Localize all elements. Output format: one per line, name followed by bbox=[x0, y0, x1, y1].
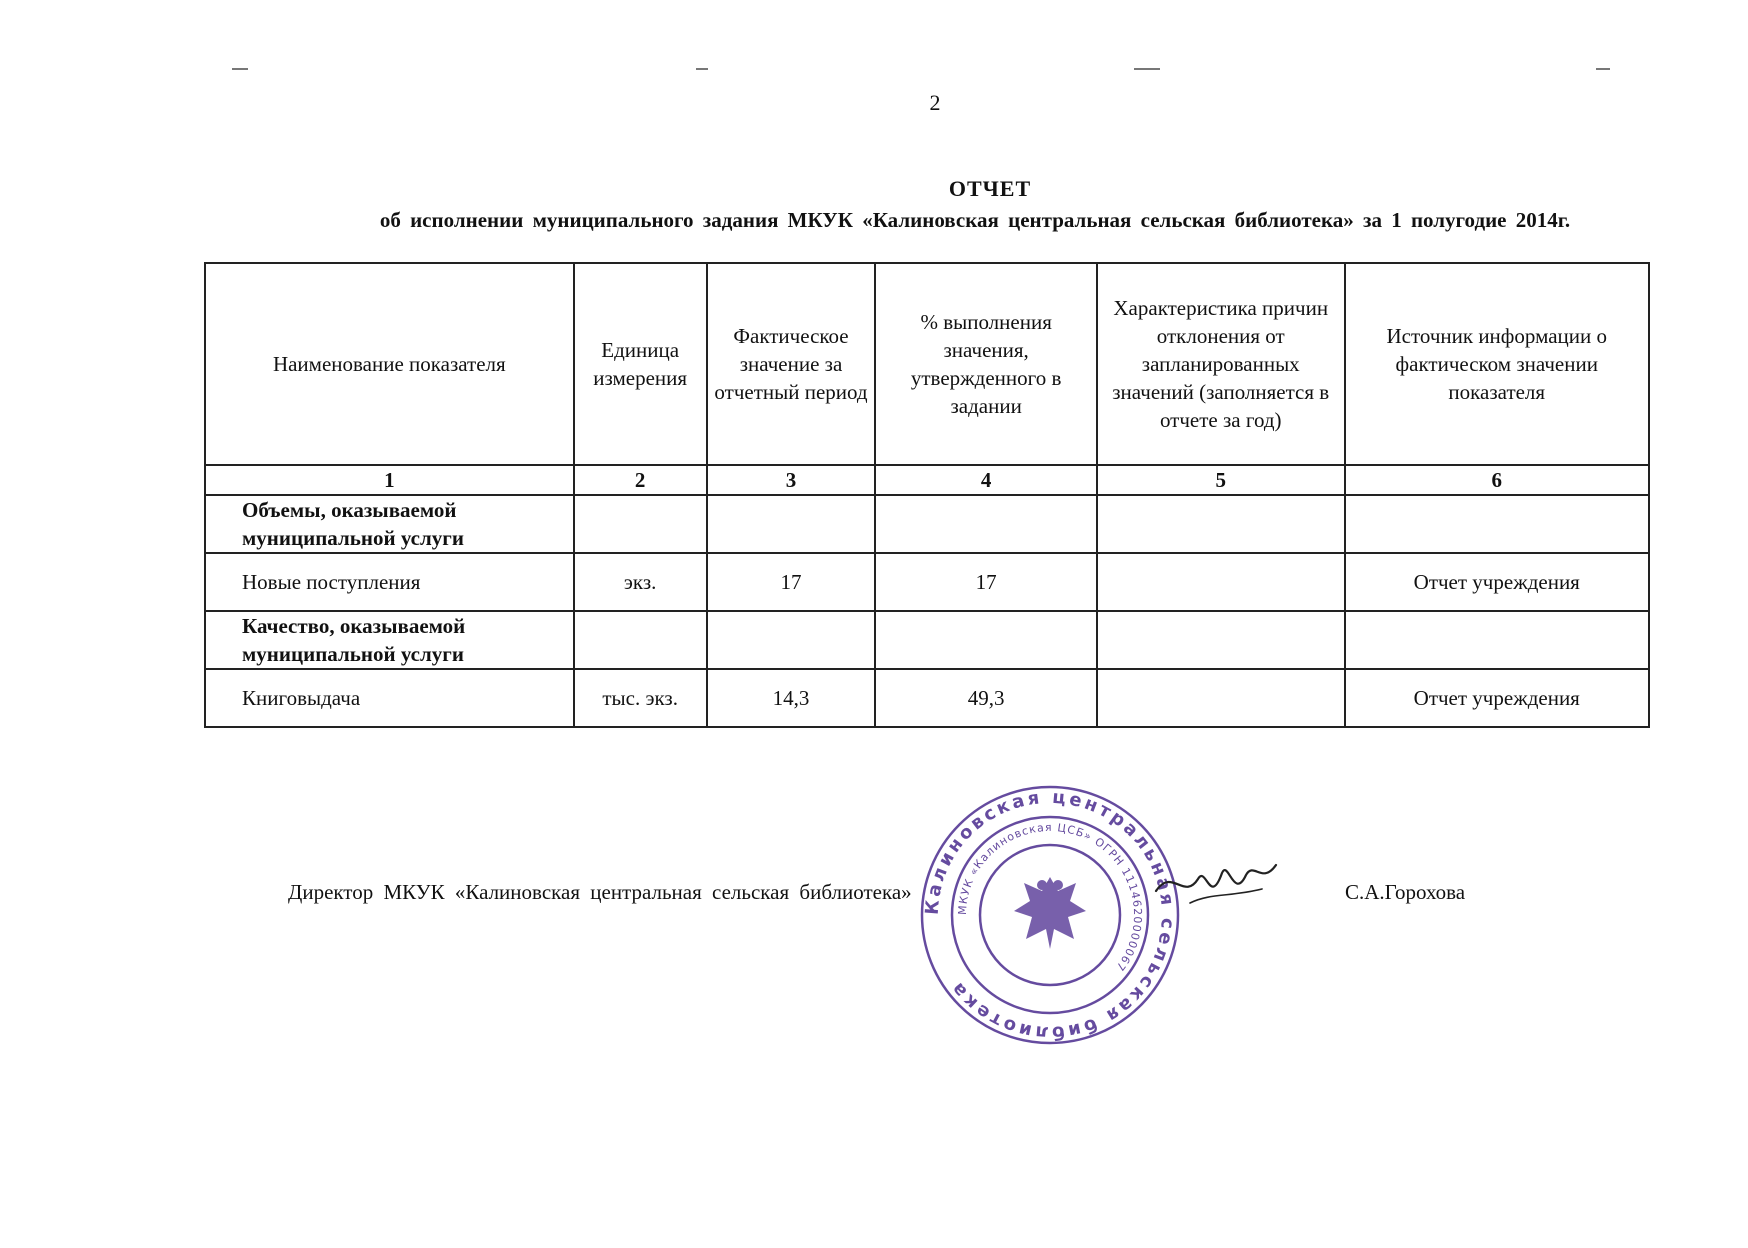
indicator-name: Новые поступления bbox=[205, 553, 574, 611]
stamp-outer-text: Калиновская центральная сельская библиотека bbox=[921, 786, 1179, 1044]
indicator-name: Книговыдача bbox=[205, 669, 574, 727]
table-row bbox=[205, 553, 1649, 611]
unit: экз. bbox=[574, 553, 707, 611]
percent-value: 49,3 bbox=[875, 669, 1097, 727]
header-actual-value: Фактическое значение за отчетный период bbox=[707, 263, 876, 465]
signatory-position: Директор МКУК «Калиновская центральная сельская библиотека» bbox=[288, 880, 912, 904]
section-label: Объемы, оказываемой муниципальной услуги bbox=[205, 495, 574, 553]
column-number: 3 bbox=[707, 465, 876, 495]
report-table bbox=[204, 262, 1650, 728]
column-number: 5 bbox=[1097, 465, 1345, 495]
unit: тыс. экз. bbox=[574, 669, 707, 727]
header-percent: % выполнения значения, утвержденного в задании bbox=[875, 263, 1097, 465]
section-row-quality bbox=[205, 611, 1649, 669]
report-subtitle: об исполнении муниципального задания МКУК «Калиновская центральная сельская библиотека» за 1 полугодие 2014г. bbox=[379, 208, 1571, 232]
deviation-reason bbox=[1097, 553, 1345, 611]
header-indicator-name: Наименование показателя bbox=[205, 263, 574, 465]
column-number: 2 bbox=[574, 465, 707, 495]
header-info-source: Источник информации о фактическом значении показателя bbox=[1345, 263, 1650, 465]
deviation-reason bbox=[1097, 669, 1345, 727]
column-number: 4 bbox=[875, 465, 1097, 495]
actual-value: 17 bbox=[707, 553, 876, 611]
section-row-volume bbox=[205, 495, 1649, 553]
header-row bbox=[205, 263, 1649, 465]
header-deviation-reasons: Характеристика причин отклонения от запланированных значений (заполняется в отчете за год) bbox=[1097, 263, 1345, 465]
table-row bbox=[205, 669, 1649, 727]
percent-value: 17 bbox=[875, 553, 1097, 611]
header-unit: Единица измерения bbox=[574, 263, 707, 465]
report-title: ОТЧЕТ bbox=[948, 176, 1032, 201]
report-title-block bbox=[200, 176, 1660, 233]
coat-of-arms-icon bbox=[1014, 877, 1086, 949]
signatory-name: С.А.Горохова bbox=[1345, 880, 1466, 904]
page-number: 2 bbox=[929, 90, 941, 115]
section-label: Качество, оказываемой муниципальной услуги bbox=[205, 611, 574, 669]
column-number: 6 bbox=[1345, 465, 1650, 495]
actual-value: 14,3 bbox=[707, 669, 876, 727]
handwritten-signature bbox=[1150, 845, 1280, 915]
info-source: Отчет учреждения bbox=[1345, 669, 1650, 727]
column-number: 1 bbox=[205, 465, 574, 495]
info-source: Отчет учреждения bbox=[1345, 553, 1650, 611]
official-stamp bbox=[905, 785, 1195, 1045]
column-number-row bbox=[205, 465, 1649, 495]
stamp-inner-text: МКУК «Калиновская ЦСБ» ОГРН 1114620000067 bbox=[955, 820, 1145, 974]
